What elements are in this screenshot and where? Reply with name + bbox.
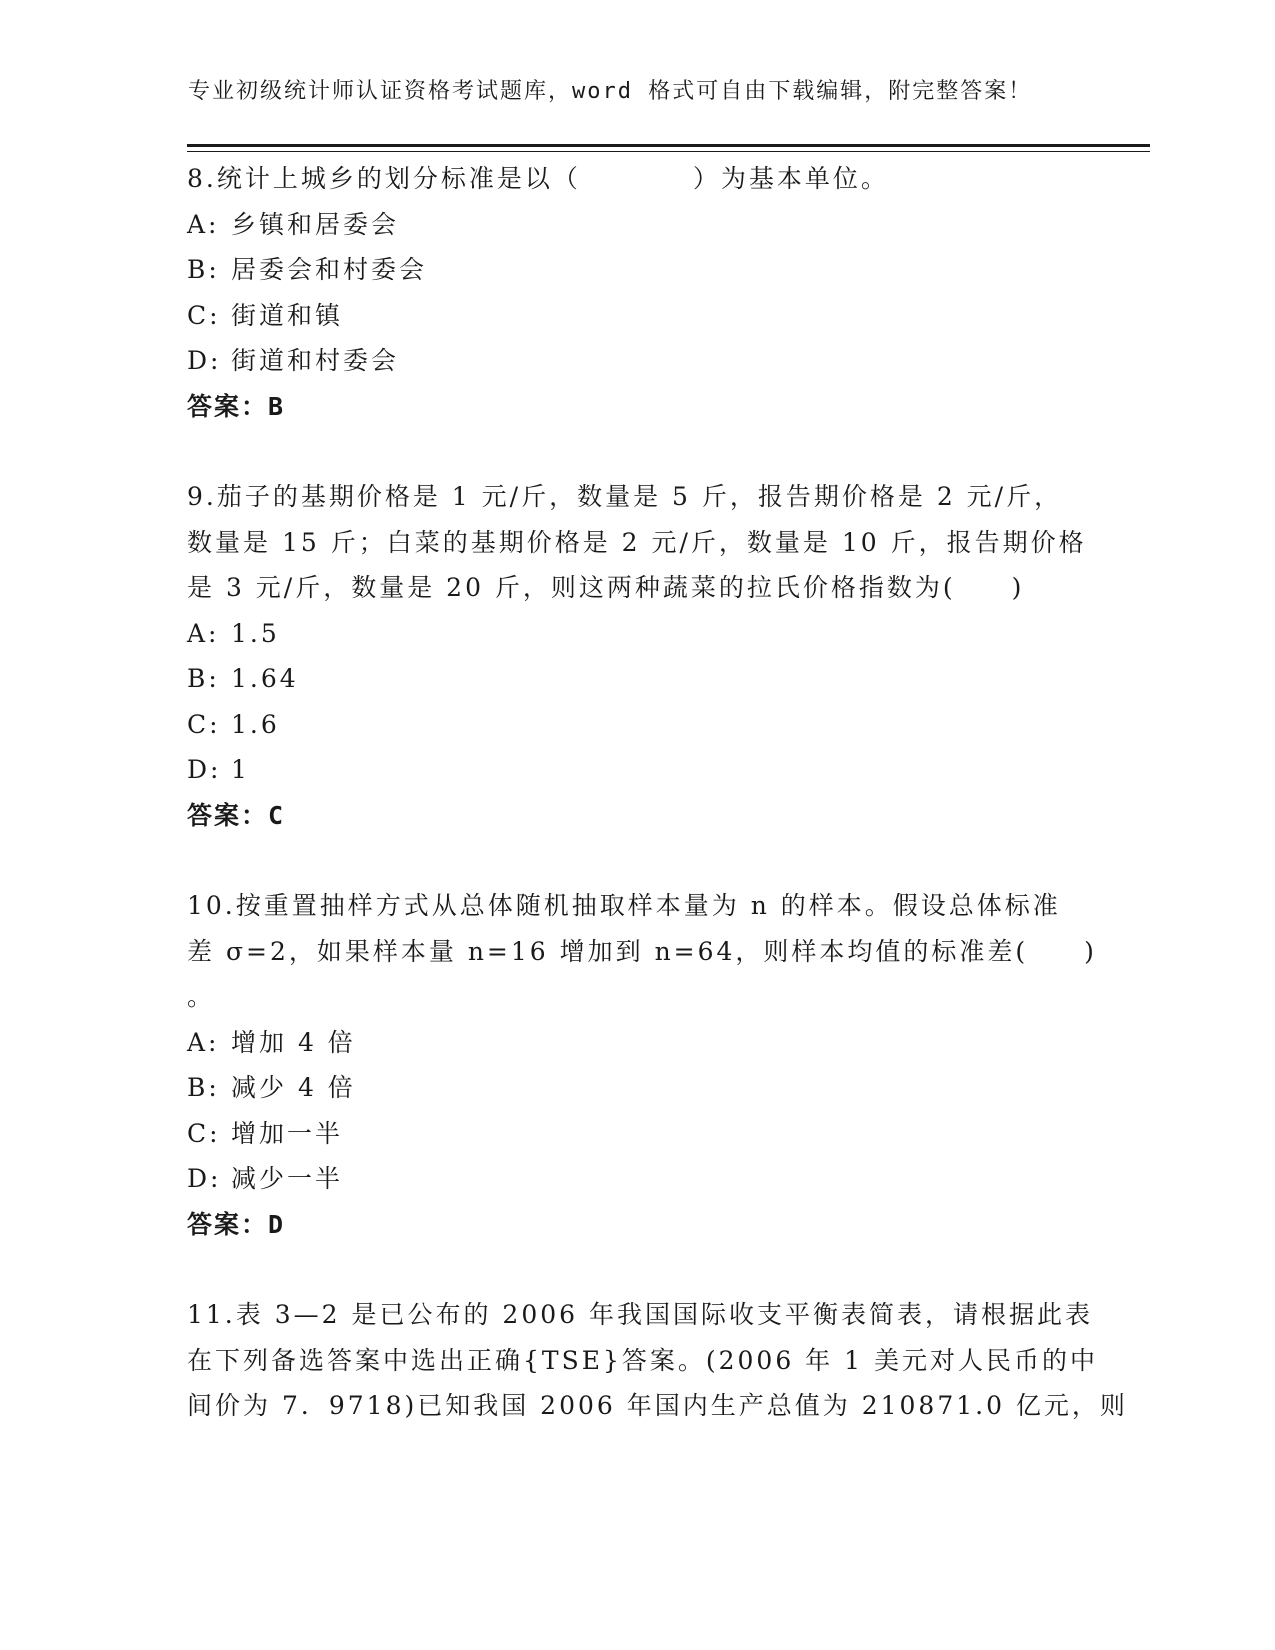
option-a — [187, 611, 1087, 657]
option-b — [187, 656, 1087, 702]
option-c — [187, 1111, 1087, 1157]
option-key: C: — [187, 300, 221, 330]
question-9 — [187, 474, 1087, 838]
option-c — [187, 702, 1087, 748]
option-text: 减少一半 — [231, 1164, 344, 1193]
question-text: 8.统计上城乡的划分标准是以（ ）为基本单位。 — [187, 164, 889, 193]
option-text: 减少 4 倍 — [231, 1073, 356, 1102]
option-d — [187, 747, 1087, 793]
spacer — [187, 1247, 1087, 1292]
question-11 — [187, 1292, 1128, 1429]
answer: 答案：C — [187, 800, 286, 830]
header-rule-thin — [187, 151, 1150, 152]
option-key: B: — [187, 664, 220, 693]
question-text: 数量是 15 斤；白菜的基期价格是 2 元/斤，数量是 10 斤，报告期价格 — [187, 527, 1087, 557]
question-text: 差 σ=2，如果样本量 n=16 增加到 n=64，则样本均值的标准差( ) — [187, 936, 1097, 966]
spacer — [187, 429, 1087, 474]
option-key: B: — [187, 1073, 220, 1102]
question-8 — [187, 156, 1087, 429]
option-text: 街道和镇 — [231, 300, 344, 330]
option-text: 增加一半 — [231, 1118, 344, 1148]
option-key: A: — [187, 1027, 220, 1057]
option-key: A: — [187, 618, 220, 648]
page-header: 专业初级统计师认证资格考试题库，word 格式可自由下载编辑，附完整答案！ — [188, 79, 1033, 104]
question-text: 。 — [187, 982, 216, 1011]
option-key: C: — [187, 709, 221, 739]
option-text: 乡镇和居委会 — [231, 209, 400, 239]
question-text: 11.表 3—2 是已公布的 2006 年我国国际收支平衡表简表，请根据此表 — [187, 1300, 1093, 1329]
option-b — [187, 1065, 1087, 1111]
question-10 — [187, 883, 1097, 1247]
option-text: 1 — [231, 755, 250, 784]
option-text: 增加 4 倍 — [231, 1027, 356, 1057]
option-text: 1.5 — [231, 618, 280, 648]
option-b — [187, 247, 1087, 293]
header-rule-thick — [187, 144, 1150, 147]
option-key: B: — [187, 255, 220, 284]
option-text: 居委会和村委会 — [231, 255, 428, 284]
question-text: 在下列备选答案中选出正确{TSE}答案。(2006 年 1 美元对人民币的中 — [187, 1345, 1098, 1375]
option-key: D: — [187, 1164, 222, 1193]
spacer — [187, 838, 1087, 883]
question-text: 9.茄子的基期价格是 1 元/斤，数量是 5 斤，报告期价格是 2 元/斤， — [187, 482, 1063, 511]
question-text: 10.按重置抽样方式从总体随机抽取样本量为 n 的样本。假设总体标准 — [187, 891, 1061, 920]
option-key: A: — [187, 209, 220, 239]
option-key: D: — [187, 755, 222, 784]
question-text: 间价为 7．9718)已知我国 2006 年国内生产总值为 210871.0 亿元，则 — [187, 1391, 1128, 1420]
question-text: 是 3 元/斤，数量是 20 斤，则这两种蔬菜的拉氏价格指数为( ) — [187, 573, 1025, 602]
option-text: 街道和村委会 — [231, 346, 400, 375]
option-d — [187, 1156, 1087, 1202]
question-list — [187, 156, 1128, 1429]
option-a — [187, 202, 1087, 248]
option-key: D: — [187, 346, 222, 375]
option-text: 1.64 — [231, 664, 299, 693]
option-key: C: — [187, 1118, 221, 1148]
option-text: 1.6 — [231, 709, 280, 739]
option-a — [187, 1020, 1087, 1066]
option-d — [187, 338, 1087, 384]
answer: 答案：D — [187, 1209, 286, 1239]
answer: 答案：B — [187, 391, 286, 421]
option-c — [187, 293, 1087, 339]
